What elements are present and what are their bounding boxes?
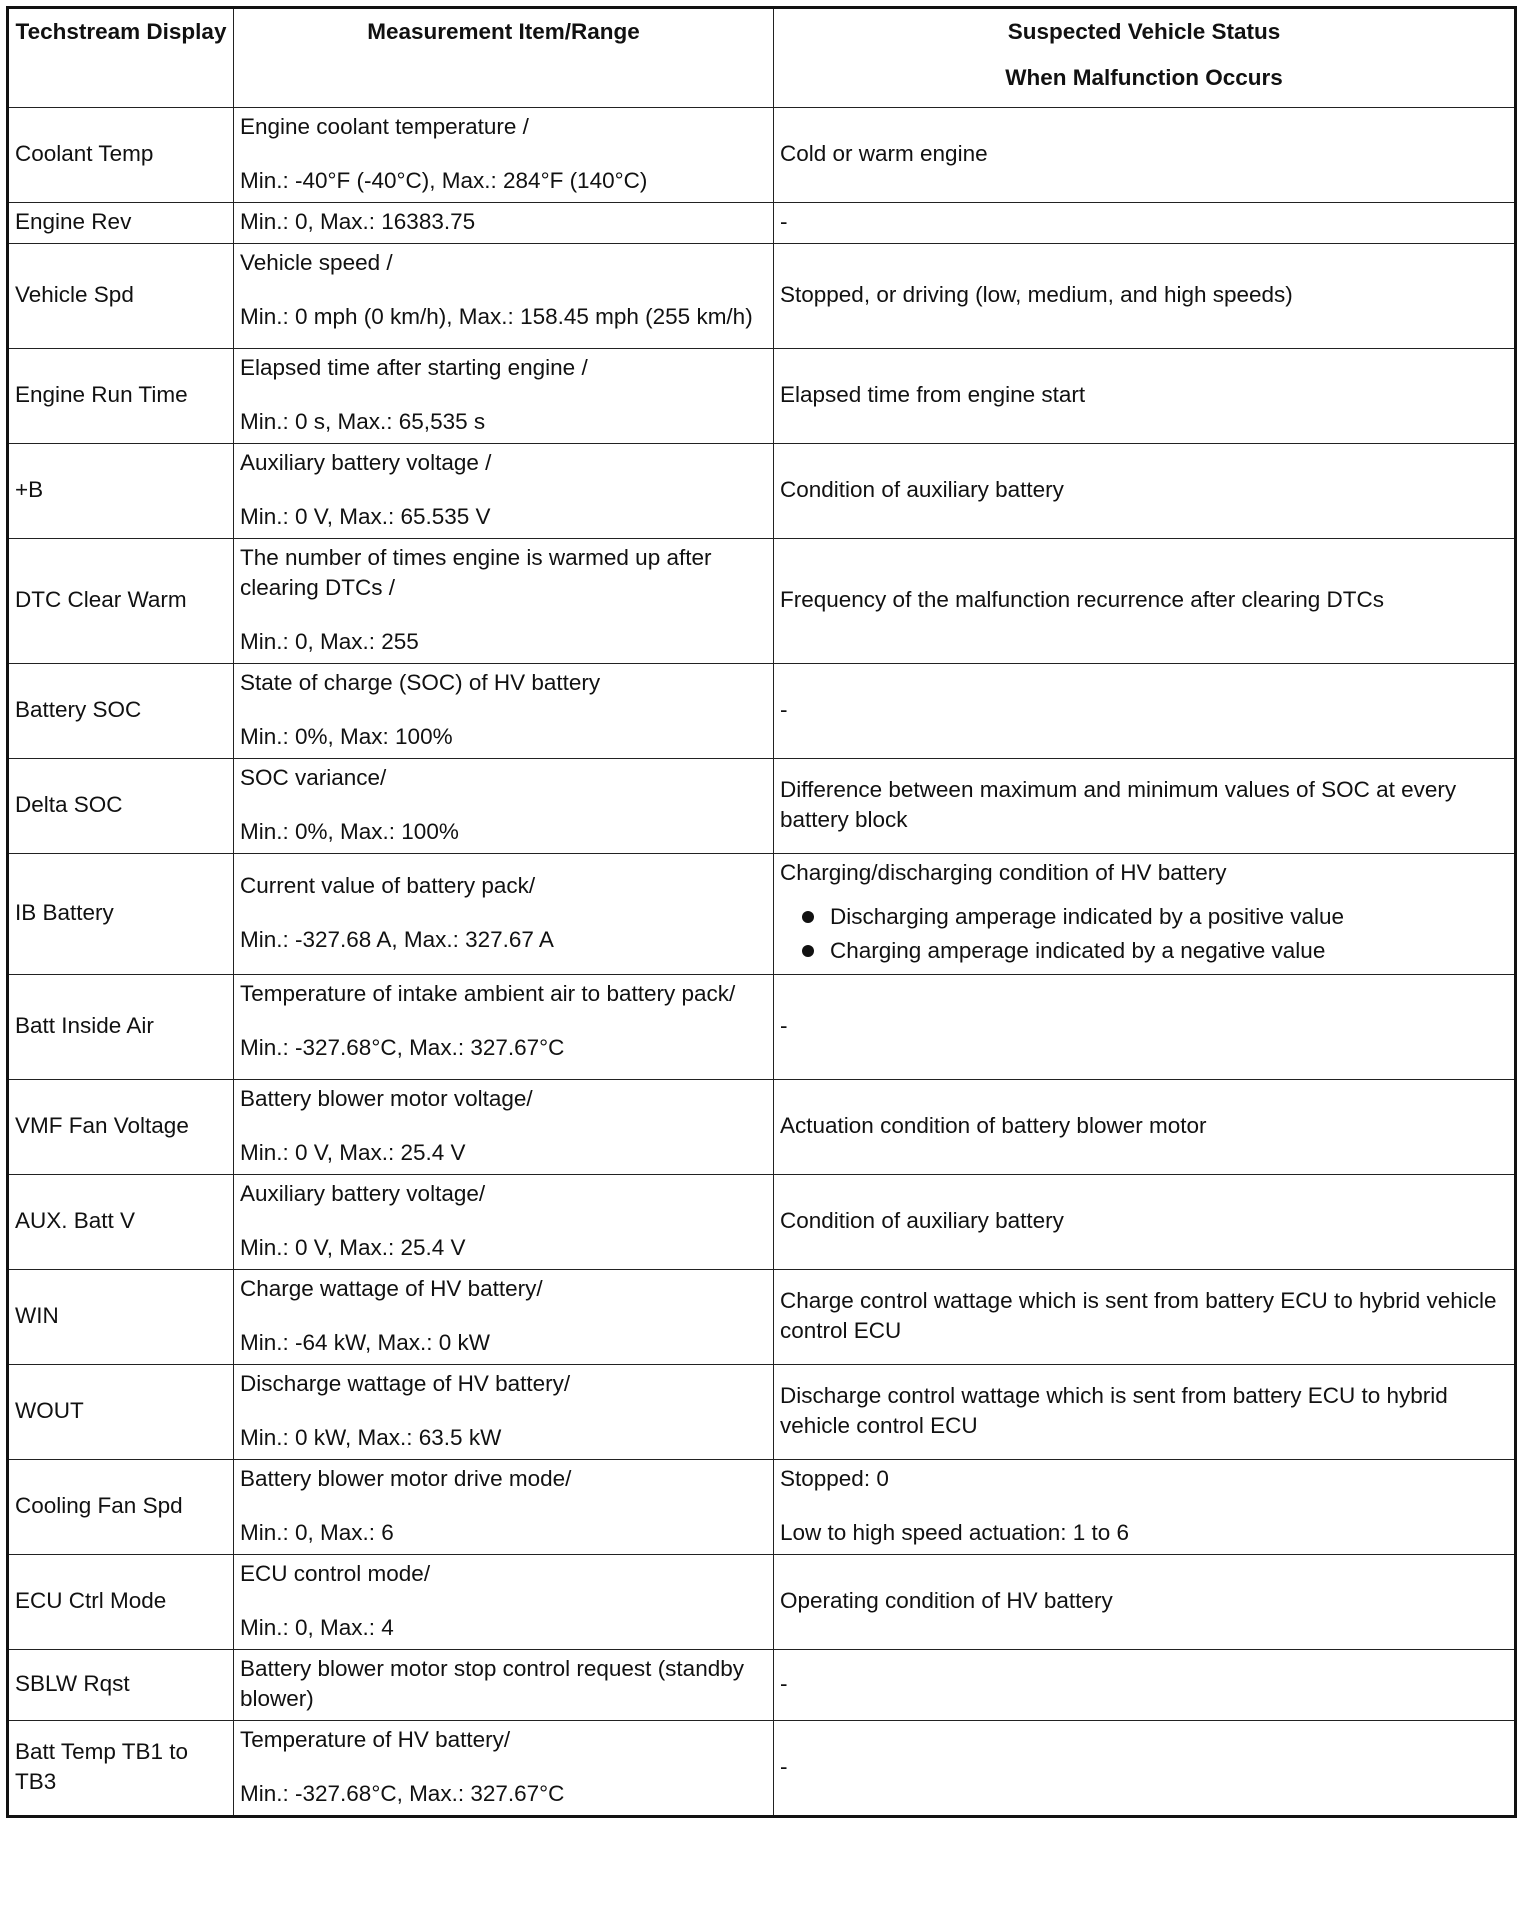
status-cell: Condition of auxiliary battery	[774, 444, 1516, 539]
display-cell: IB Battery	[8, 854, 234, 975]
measurement-cell	[234, 1555, 774, 1650]
status-bullet-text: Discharging amperage indicated by a positive value	[830, 904, 1345, 929]
bullet-dot-icon	[802, 911, 814, 923]
measurement-range: Min.: 0%, Max: 100%	[240, 724, 453, 749]
measurement-cell	[234, 854, 774, 975]
measurement-cell	[234, 244, 774, 349]
header-techstream-display: Techstream Display	[8, 8, 234, 108]
measurement-cell	[234, 759, 774, 854]
table-row	[8, 108, 1516, 203]
measurement-item: Current value of battery pack/	[240, 873, 536, 898]
measurement-item: Temperature of HV battery/	[240, 1727, 511, 1752]
status-bullet-item	[802, 900, 1508, 934]
status-bullet-list	[780, 900, 1508, 968]
measurement-cell	[234, 1721, 774, 1817]
table-row	[8, 1365, 1516, 1460]
display-cell: Coolant Temp	[8, 108, 234, 203]
status-cell: -	[774, 1650, 1516, 1721]
measurement-item: Charge wattage of HV battery/	[240, 1276, 543, 1301]
measurement-range: Min.: -327.68°C, Max.: 327.67°C	[240, 1781, 565, 1806]
measurement-item: State of charge (SOC) of HV battery	[240, 670, 601, 695]
display-cell: DTC Clear Warm	[8, 539, 234, 664]
status-cell	[774, 854, 1516, 975]
table-row	[8, 1555, 1516, 1650]
measurement-range: Min.: 0 kW, Max.: 63.5 kW	[240, 1425, 502, 1450]
table-row	[8, 1080, 1516, 1175]
status-cell: Difference between maximum and minimum values of SOC at every battery block	[774, 759, 1516, 854]
table-row	[8, 1270, 1516, 1365]
measurement-item: Temperature of intake ambient air to battery pack/	[240, 981, 736, 1006]
status-cell: -	[774, 975, 1516, 1080]
measurement-range: Min.: -64 kW, Max.: 0 kW	[240, 1330, 491, 1355]
table-row	[8, 244, 1516, 349]
status-cell: Stopped, or driving (low, medium, and high speeds)	[774, 244, 1516, 349]
status-text: Charging/discharging condition of HV battery	[780, 860, 1227, 885]
display-cell: Cooling Fan Spd	[8, 1460, 234, 1555]
measurement-cell	[234, 1080, 774, 1175]
measurement-item: SOC variance/	[240, 765, 387, 790]
bullet-dot-icon	[802, 945, 814, 957]
status-cell: -	[774, 664, 1516, 759]
measurement-item: Engine coolant temperature /	[240, 114, 529, 139]
measurement-item: ECU control mode/	[240, 1561, 431, 1586]
measurement-range: Min.: -327.68°C, Max.: 327.67°C	[240, 1035, 565, 1060]
data-list-table-container	[6, 6, 1514, 1818]
measurement-cell	[234, 1175, 774, 1270]
measurement-range: Min.: 0%, Max.: 100%	[240, 819, 459, 844]
measurement-range: Min.: -327.68 A, Max.: 327.67 A	[240, 927, 554, 952]
table-row	[8, 1650, 1516, 1721]
display-cell: SBLW Rqst	[8, 1650, 234, 1721]
measurement-range: Min.: 0 s, Max.: 65,535 s	[240, 409, 486, 434]
measurement-cell	[234, 108, 774, 203]
measurement-item: Auxiliary battery voltage/	[240, 1181, 486, 1206]
status-cell: -	[774, 1721, 1516, 1817]
measurement-cell	[234, 1270, 774, 1365]
table-row	[8, 759, 1516, 854]
table-row	[8, 349, 1516, 444]
measurement-cell	[234, 444, 774, 539]
measurement-range: Min.: 0 V, Max.: 25.4 V	[240, 1235, 466, 1260]
status-cell: Actuation condition of battery blower motor	[774, 1080, 1516, 1175]
status-cell: Cold or warm engine	[774, 108, 1516, 203]
measurement-item: The number of times engine is warmed up after clearing DTCs /	[240, 545, 712, 600]
header-suspected-status-line1: Suspected Vehicle Status	[1007, 19, 1281, 44]
status-cell: Condition of auxiliary battery	[774, 1175, 1516, 1270]
display-cell: Engine Rev	[8, 203, 234, 244]
status-cell	[774, 1460, 1516, 1555]
measurement-item: Vehicle speed /	[240, 250, 393, 275]
header-suspected-status-line2: When Malfunction Occurs	[1005, 65, 1283, 90]
table-row	[8, 664, 1516, 759]
status-cell: Elapsed time from engine start	[774, 349, 1516, 444]
measurement-cell	[234, 349, 774, 444]
status-cell: Charge control wattage which is sent from battery ECU to hybrid vehicle control ECU	[774, 1270, 1516, 1365]
measurement-cell	[234, 203, 774, 244]
table-row	[8, 444, 1516, 539]
measurement-range: Min.: 0 V, Max.: 65.535 V	[240, 504, 491, 529]
display-cell: +B	[8, 444, 234, 539]
measurement-cell	[234, 539, 774, 664]
measurement-range: Min.: 0, Max.: 16383.75	[240, 209, 476, 234]
display-cell: Delta SOC	[8, 759, 234, 854]
display-cell: Batt Inside Air	[8, 975, 234, 1080]
measurement-item: Battery blower motor stop control request (standby blower)	[240, 1656, 744, 1711]
status-bullet-text: Charging amperage indicated by a negative value	[830, 938, 1326, 963]
measurement-item: Discharge wattage of HV battery/	[240, 1371, 571, 1396]
display-cell: Battery SOC	[8, 664, 234, 759]
table-row	[8, 854, 1516, 975]
header-row	[8, 8, 1516, 108]
measurement-range: Min.: 0 V, Max.: 25.4 V	[240, 1140, 466, 1165]
display-cell: Vehicle Spd	[8, 244, 234, 349]
data-list-table	[6, 6, 1517, 1818]
measurement-item: Elapsed time after starting engine /	[240, 355, 588, 380]
display-cell: ECU Ctrl Mode	[8, 1555, 234, 1650]
measurement-item: Battery blower motor drive mode/	[240, 1466, 572, 1491]
status-text-secondary: Low to high speed actuation: 1 to 6	[780, 1520, 1130, 1545]
display-cell: VMF Fan Voltage	[8, 1080, 234, 1175]
table-row	[8, 1721, 1516, 1817]
table-row	[8, 1460, 1516, 1555]
display-cell: AUX. Batt V	[8, 1175, 234, 1270]
display-cell: Batt Temp TB1 to TB3	[8, 1721, 234, 1817]
table-row	[8, 1175, 1516, 1270]
measurement-range: Min.: -40°F (-40°C), Max.: 284°F (140°C)	[240, 168, 648, 193]
display-cell: WOUT	[8, 1365, 234, 1460]
measurement-item: Auxiliary battery voltage /	[240, 450, 492, 475]
measurement-item: Battery blower motor voltage/	[240, 1086, 533, 1111]
display-cell: Engine Run Time	[8, 349, 234, 444]
display-cell: WIN	[8, 1270, 234, 1365]
table-row	[8, 975, 1516, 1080]
measurement-cell	[234, 664, 774, 759]
status-bullet-item	[802, 934, 1508, 968]
measurement-range: Min.: 0 mph (0 km/h), Max.: 158.45 mph (255 km/h)	[240, 304, 753, 329]
measurement-range: Min.: 0, Max.: 6	[240, 1520, 394, 1545]
status-text: Stopped: 0	[780, 1466, 889, 1491]
measurement-cell	[234, 1365, 774, 1460]
table-row	[8, 539, 1516, 664]
status-cell: Frequency of the malfunction recurrence after clearing DTCs	[774, 539, 1516, 664]
measurement-range: Min.: 0, Max.: 255	[240, 629, 419, 654]
table-row	[8, 203, 1516, 244]
measurement-cell	[234, 975, 774, 1080]
measurement-cell	[234, 1650, 774, 1721]
measurement-cell	[234, 1460, 774, 1555]
status-cell: Operating condition of HV battery	[774, 1555, 1516, 1650]
measurement-range: Min.: 0, Max.: 4	[240, 1615, 394, 1640]
status-cell: Discharge control wattage which is sent from battery ECU to hybrid vehicle control ECU	[774, 1365, 1516, 1460]
header-measurement-item: Measurement Item/Range	[234, 8, 774, 108]
header-suspected-status	[774, 8, 1516, 108]
status-cell: -	[774, 203, 1516, 244]
